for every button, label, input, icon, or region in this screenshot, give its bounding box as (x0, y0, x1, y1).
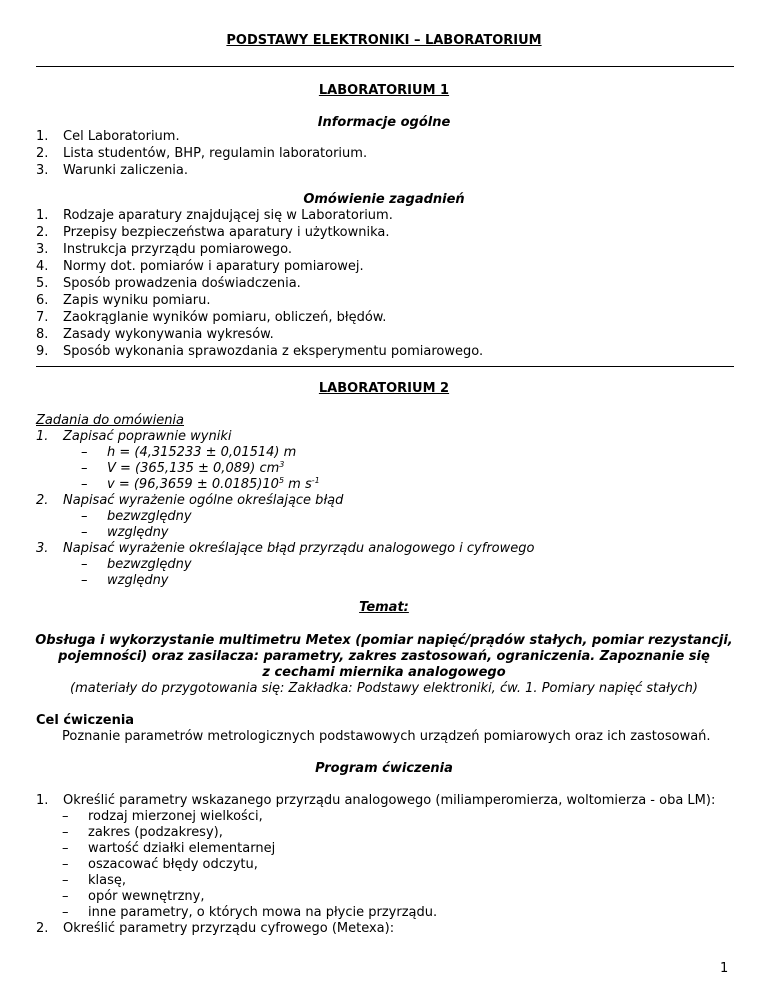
page-number: 1 (720, 961, 729, 976)
topic-line-1: Obsługa i wykorzystanie multimetru Metex (pomiar napięć/prądów stałych, pomiar rezystancji, (35, 633, 733, 648)
goal-text: Poznanie parametrów metrologicznych podstawowych urządzeń pomiarowych oraz ich zastosowań. (62, 729, 711, 744)
program-subitem: – opór wewnętrzny, (62, 889, 205, 904)
list-item: 1. Cel Laboratorium. (36, 129, 180, 144)
list-item: 4. Normy dot. pomiarów i aparatury pomiarowej. (36, 259, 364, 274)
task-2-item-relative: – względny (81, 525, 169, 540)
list-item: 6. Zapis wyniku pomiaru. (36, 293, 211, 308)
list-item: 9. Sposób wykonania sprawozdania z eksperymentu pomiarowego. (36, 344, 484, 359)
program-subitem: – rodzaj mierzonej wielkości, (62, 809, 263, 824)
list-item: 3. Instrukcja przyrządu pomiarowego. (36, 242, 292, 257)
task-3: 3. Napisać wyrażenie określające błąd przyrządu analogowego i cyfrowego (36, 541, 535, 556)
task-1-item-volume: – V = (365,135 ± 0,089) $cm^3$ (81, 460, 285, 476)
materials-note: (materiały do przygotowania się: Zakładka: Podstawy elektroniki, ćw. 1. Pomiary napięć stałych) (70, 681, 698, 696)
topic-label: Temat: (359, 600, 409, 615)
list-item: 5. Sposób prowadzenia doświadczenia. (36, 276, 301, 291)
lab1-title: LABORATORIUM 1 (318, 83, 450, 98)
program-subitem: – zakres (podzakresy), (62, 825, 223, 840)
program-item-1: 1. Określić parametry wskazanego przyrządu analogowego (miliamperomierza, woltomierza - oba LM): (36, 793, 716, 808)
program-subitem: – inne parametry, o których mowa na płycie przyrządu. (62, 905, 438, 920)
program-subitem: – wartość działki elementarnej (62, 841, 276, 856)
list-item: 7. Zaokrąglanie wyników pomiaru, obliczeń, błędów. (36, 310, 387, 325)
task-3-item-relative: – względny (81, 573, 169, 588)
program-subitem: – oszacować błędy odczytu, (62, 857, 258, 872)
topics-heading: Omówienie zagadnień (303, 192, 465, 207)
list-item: 3. Warunki zaliczenia. (36, 163, 189, 178)
task-3-item-absolute: – bezwzględny (81, 557, 192, 572)
task-1-item-h: – h = (4,315233 ± 0,01514) m (81, 445, 297, 460)
list-item: 2. Przepisy bezpieczeństwa aparatury i użytkownika. (36, 225, 390, 240)
general-info-list (36, 128, 367, 179)
task-2: 2. Napisać wyrażenie ogólne określające błąd (36, 493, 344, 508)
program-item-2: 2. Określić parametry przyrządu cyfrowego (Metexa): (36, 921, 395, 936)
list-item: 8. Zasady wykonywania wykresów. (36, 327, 274, 342)
list-item: 1. Rodzaje aparatury znajdującej się w Laboratorium. (36, 208, 393, 223)
goal-heading: Cel ćwiczenia (36, 713, 135, 728)
lab2-title: LABORATORIUM 2 (318, 381, 450, 396)
program-heading: Program ćwiczenia (315, 761, 453, 776)
task-1: 1. Zapisać poprawnie wyniki (36, 429, 232, 444)
list-item: 2. Lista studentów, BHP, regulamin laboratorium. (36, 146, 368, 161)
task-1-item-velocity: – $v = (96,3659 \pm 0.0185)10^5$ m $s^{-1}$ (81, 476, 320, 492)
tasks-heading: Zadania do omówienia (36, 413, 185, 428)
topics-list (36, 207, 483, 360)
divider (36, 66, 734, 67)
divider (36, 366, 734, 367)
general-info-heading: Informacje ogólne (317, 115, 451, 130)
topic-line-2: pojemności) oraz zasilacza: parametry, zakres zastosowań, ograniczenia. Zapoznanie się (58, 649, 710, 664)
program-subitem: – klasę, (62, 873, 127, 888)
document-title: PODSTAWY ELEKTRONIKI – LABORATORIUM (226, 33, 542, 48)
task-2-item-absolute: – bezwzględny (81, 509, 192, 524)
topic-line-3: z cechami miernika analogowego (262, 665, 506, 680)
